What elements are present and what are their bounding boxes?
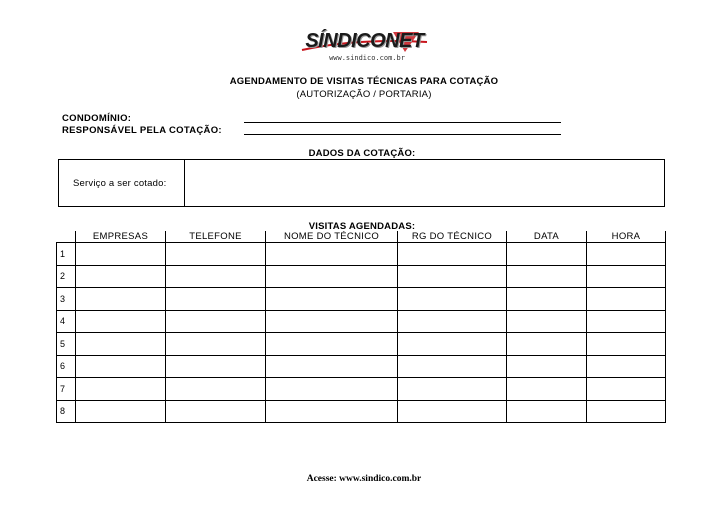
nome-tecnico-cell[interactable] xyxy=(266,333,398,356)
service-box xyxy=(58,159,665,207)
nome-tecnico-cell[interactable] xyxy=(266,288,398,311)
responsavel-line[interactable] xyxy=(244,134,561,135)
hora-cell[interactable] xyxy=(587,310,666,333)
telefone-cell[interactable] xyxy=(166,400,266,423)
hora-cell[interactable] xyxy=(587,378,666,401)
page-subtitle: (AUTORIZAÇÃO / PORTARIA) xyxy=(296,89,432,100)
visits-table xyxy=(56,231,666,423)
table-row xyxy=(57,243,666,266)
table-header-row xyxy=(57,231,666,243)
table-row xyxy=(57,265,666,288)
table-row xyxy=(57,355,666,378)
rg-tecnico-cell[interactable] xyxy=(398,400,507,423)
page-title: AGENDAMENTO DE VISITAS TÉCNICAS PARA COTAÇÃO xyxy=(229,76,499,87)
rg-tecnico-cell[interactable] xyxy=(398,355,507,378)
sindiconet-logo xyxy=(297,30,432,64)
rg-tecnico-cell[interactable] xyxy=(398,310,507,333)
data-cell[interactable] xyxy=(507,378,587,401)
empresa-cell[interactable] xyxy=(76,400,166,423)
data-cell[interactable] xyxy=(507,288,587,311)
data-cell[interactable] xyxy=(507,243,587,266)
visits-body xyxy=(57,243,666,423)
col-telefone: TELEFONE xyxy=(166,231,266,243)
telefone-cell[interactable] xyxy=(166,265,266,288)
rg-tecnico-cell[interactable] xyxy=(398,288,507,311)
row-number: 4 xyxy=(57,310,76,333)
data-cell[interactable] xyxy=(507,265,587,288)
service-label-cell xyxy=(59,160,185,206)
rg-tecnico-cell[interactable] xyxy=(398,243,507,266)
telefone-cell[interactable] xyxy=(166,333,266,356)
nome-tecnico-cell[interactable] xyxy=(266,310,398,333)
hora-cell[interactable] xyxy=(587,355,666,378)
data-cell[interactable] xyxy=(507,310,587,333)
empresa-cell[interactable] xyxy=(76,243,166,266)
row-number-header xyxy=(57,231,76,243)
hora-cell[interactable] xyxy=(587,288,666,311)
row-number: 6 xyxy=(57,355,76,378)
condominio-label: CONDOMÍNIO: xyxy=(62,113,132,124)
row-number: 1 xyxy=(57,243,76,266)
empresa-cell[interactable] xyxy=(76,310,166,333)
telefone-cell[interactable] xyxy=(166,243,266,266)
row-number: 5 xyxy=(57,333,76,356)
nome-tecnico-cell[interactable] xyxy=(266,265,398,288)
table-row xyxy=(57,310,666,333)
service-label: Serviço a ser cotado: xyxy=(73,178,167,189)
empresa-cell[interactable] xyxy=(76,288,166,311)
row-number: 3 xyxy=(57,288,76,311)
telefone-cell[interactable] xyxy=(166,355,266,378)
col-nome-tecnico: NOME DO TÉCNICO xyxy=(266,231,398,243)
data-cell[interactable] xyxy=(507,355,587,378)
col-hora: HORA xyxy=(587,231,666,243)
hora-cell[interactable] xyxy=(587,333,666,356)
col-data: DATA xyxy=(507,231,587,243)
rg-tecnico-cell[interactable] xyxy=(398,333,507,356)
telefone-cell[interactable] xyxy=(166,288,266,311)
empresa-cell[interactable] xyxy=(76,378,166,401)
nome-tecnico-cell[interactable] xyxy=(266,243,398,266)
cotacao-section-title: DADOS DA COTAÇÃO: xyxy=(308,148,416,159)
responsavel-label: RESPONSÁVEL PELA COTAÇÃO: xyxy=(62,125,222,136)
empresa-cell[interactable] xyxy=(76,333,166,356)
rg-tecnico-cell[interactable] xyxy=(398,265,507,288)
col-empresas: EMPRESAS xyxy=(76,231,166,243)
condominio-line[interactable] xyxy=(244,122,561,123)
table-row xyxy=(57,378,666,401)
row-number: 2 xyxy=(57,265,76,288)
hora-cell[interactable] xyxy=(587,243,666,266)
data-cell[interactable] xyxy=(507,400,587,423)
footer-link[interactable]: Acesse: www.sindico.com.br xyxy=(306,474,422,484)
empresa-cell[interactable] xyxy=(76,355,166,378)
col-rg-tecnico: RG DO TÉCNICO xyxy=(398,231,507,243)
telefone-cell[interactable] xyxy=(166,378,266,401)
table-row xyxy=(57,400,666,423)
empresa-cell[interactable] xyxy=(76,265,166,288)
table-row xyxy=(57,333,666,356)
logo-url: www.sindico.com.br xyxy=(329,54,405,62)
hora-cell[interactable] xyxy=(587,400,666,423)
nome-tecnico-cell[interactable] xyxy=(266,400,398,423)
table-row xyxy=(57,288,666,311)
logo-name: SÍNDICONET xyxy=(305,30,424,52)
row-number: 7 xyxy=(57,378,76,401)
hora-cell[interactable] xyxy=(587,265,666,288)
nome-tecnico-cell[interactable] xyxy=(266,378,398,401)
nome-tecnico-cell[interactable] xyxy=(266,355,398,378)
row-number: 8 xyxy=(57,400,76,423)
rg-tecnico-cell[interactable] xyxy=(398,378,507,401)
visitas-section-title: VISITAS AGENDADAS: xyxy=(308,221,416,232)
data-cell[interactable] xyxy=(507,333,587,356)
service-input-area[interactable] xyxy=(186,160,664,206)
telefone-cell[interactable] xyxy=(166,310,266,333)
